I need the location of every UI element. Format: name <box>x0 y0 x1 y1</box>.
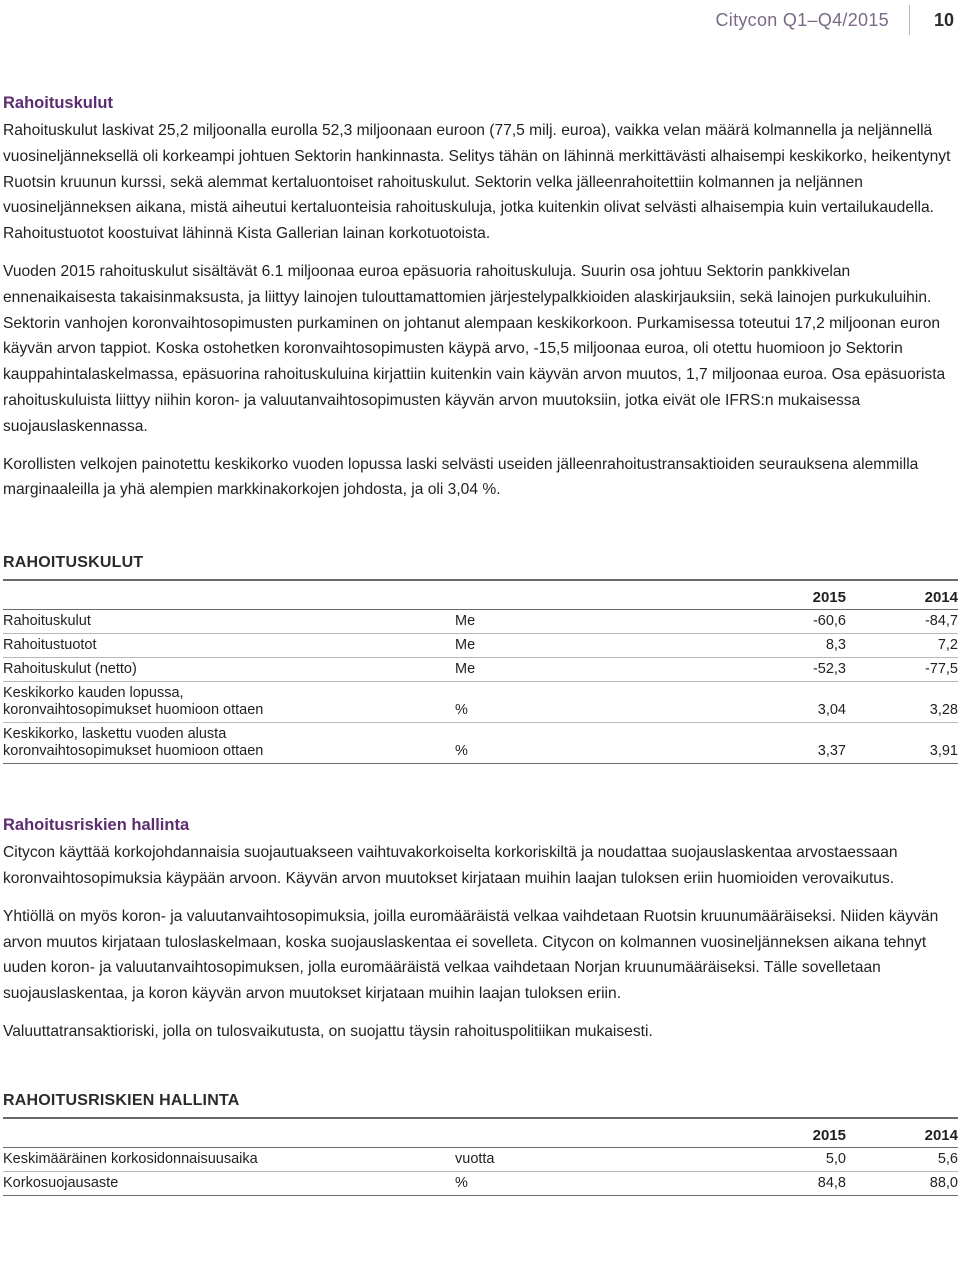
table-row <box>3 634 958 658</box>
value-2015: -52,3 <box>598 658 846 682</box>
value-2014: 5,6 <box>846 1147 958 1171</box>
value-2014: 3,91 <box>846 723 958 764</box>
page-content <box>3 92 958 1196</box>
row-unit: % <box>455 682 598 723</box>
row-label: Korkosuojausaste <box>3 1171 455 1195</box>
financial-expenses-table <box>3 581 958 764</box>
page-header <box>715 6 960 34</box>
row-unit: vuotta <box>455 1147 598 1171</box>
year-column-header: 2014 <box>924 589 958 607</box>
value-2015: 8,3 <box>598 634 846 658</box>
row-label <box>3 723 455 764</box>
table-row <box>3 610 958 634</box>
row-label-line: Keskikorko, laskettu vuoden alusta <box>3 726 227 743</box>
paragraph: Yhtiöllä on myös koron- ja valuutanvaihtosopimuksia, joilla euromääräistä velkaa vaihdetaan Ruotsin kruunumääräiseksi. Niiden käyvän arvon muutos kirjataan tuloslaskelmaan, koska suojauslaskentaa ei sovelleta. Citycon on kolmannen vuosineljänneksen aikana tehnyt uuden koron- ja valuutanvaihtosopimuksen, jolla euromääräistä velkaa vaihdetaan Norjan kruunumääräiseksi. Tälle sovelletaan suojauslaskentaa, ja koron käyvän arvon muutokset kirjataan muihin laajan tuloksen eriin. <box>3 907 939 1003</box>
section-heading-financial-expenses: Rahoituskulut <box>3 94 113 112</box>
page-number: 10 <box>933 9 954 30</box>
risk-management-table <box>3 1119 958 1196</box>
value-2015: 84,8 <box>598 1171 846 1195</box>
row-label <box>3 682 455 723</box>
value-2014: 7,2 <box>846 634 958 658</box>
table-caption-risk-management: RAHOITUSRISKIEN HALLINTA <box>3 1091 240 1109</box>
table-header-row <box>3 581 958 610</box>
value-2014: 3,28 <box>846 682 958 723</box>
paragraph: Rahoituskulut laskivat 25,2 miljoonalla eurolla 52,3 miljoonaan euroon (77,5 milj. euroa), vaikka velan määrä kolmannella ja neljännellä vuosineljänneksellä oli korkeampi johtuen Sektorin hankinnasta. Selitys tähän on lähinnä merkittävästi alhaisempi keskikorko, heikentynyt Ruotsin kruunun kurssi, sekä alemmat kertaluontoiset rahoituskulut. Sektorin velka jälleenrahoitettiin kolmannen ja neljännen vuosineljänneksen aikana, mistä aiheutui kertaluonteisia rahoituskuluja, jotka kuitenkin olivat selvästi alhaisempia kuin vertailukaudella. Rahoitustuotot koostuivat lähinnä Kista Gallerian lainan korkotuotoista. <box>3 122 951 243</box>
table-row <box>3 682 958 723</box>
row-unit: Me <box>455 634 598 658</box>
paragraph: Citycon käyttää korkojohdannaisia suojautuakseen vaihtuvakorkoiselta korkoriskiltä ja noudattaa suojauslaskentaa arvostaessaan koronvaihtosopimuksia käypään arvoon. Käyvän arvon muutokset kirjataan muihin laajan tuloksen eriin huomioiden verovaikutus. <box>3 844 898 887</box>
value-2015: 3,37 <box>598 723 846 764</box>
section-heading-risk-management: Rahoitusriskien hallinta <box>3 816 190 835</box>
row-unit: Me <box>455 658 598 682</box>
row-label: Rahoituskulut (netto) <box>3 658 455 682</box>
value-2015: 5,0 <box>598 1147 846 1171</box>
year-column-header: 2014 <box>924 1126 958 1144</box>
value-2014: -77,5 <box>846 658 958 682</box>
value-2015: -60,6 <box>598 610 846 634</box>
row-label-line: koronvaihtosopimukset huomioon ottaen <box>3 702 264 719</box>
row-label-line: koronvaihtosopimukset huomioon ottaen <box>3 743 264 760</box>
paragraph: Vuoden 2015 rahoituskulut sisältävät 6.1 miljoonaa euroa epäsuoria rahoituskuluja. Suurin osa johtuu Sektorin pankkivelan ennenaikaisesta takaisinmaksusta, ja liittyy lainojen tulouttamattomien järjestelypalkkioiden alaskirjauksiin, sekä lainojen purkukuluihin. Sektorin vanhojen koronvaihtosopimusten purkaminen on johtanut alempaan keskikorkoon. Purkamisessa toteutui 17,2 miljoonan euron käyvän arvon tappiot. Koska ostohetken koronvaihtosopimusten käypä arvo, -15,5 miljoonaa euroa, oli otettu huomioon jo Sektorin kauppahintalaskelmassa, epäsuorina rahoituskuluina kirjattiin kuitenkin vain käyvän arvon muutos, 1,7 miljoonaa euroa. Osa epäsuorista rahoituskuluista liittyy niihin koron- ja valuutanvaihtosopimusten käyvän arvon muutoksiin, jotka eivät ole IFRS:n mukaisessa suojauslaskennassa. <box>3 262 946 435</box>
year-column-header: 2015 <box>812 1126 846 1144</box>
value-2015: 3,04 <box>598 682 846 723</box>
row-unit: % <box>455 723 598 764</box>
row-label: Keskimääräinen korkosidonnaisuusaika <box>3 1147 455 1171</box>
table-row <box>3 1171 958 1195</box>
row-label-line: Keskikorko kauden lopussa, <box>3 685 184 702</box>
paragraph: Valuuttatransaktioriski, jolla on tulosvaikutusta, on suojattu täysin rahoituspolitiikan mukaisesti. <box>3 1022 653 1040</box>
row-unit: % <box>455 1171 598 1195</box>
report-title: Citycon Q1–Q4/2015 <box>715 9 889 30</box>
row-unit: Me <box>455 610 598 634</box>
table-header-row <box>3 1119 958 1148</box>
table-row <box>3 723 958 764</box>
paragraph: Korollisten velkojen painotettu keskikorko vuoden lopussa laski selvästi useiden jälleenrahoitustransaktioiden seurauksena alemmilla marginaaleilla ja yhä alempien markkinakorkojen johdosta, ja oli 3,04 %. <box>3 455 919 499</box>
row-label: Rahoitustuotot <box>3 634 455 658</box>
value-2014: 88,0 <box>846 1171 958 1195</box>
table-row <box>3 1147 958 1171</box>
table-caption-financial-expenses: RAHOITUSKULUT <box>3 554 144 572</box>
table-row <box>3 658 958 682</box>
year-column-header: 2015 <box>812 589 846 607</box>
row-label: Rahoituskulut <box>3 610 455 634</box>
value-2014: -84,7 <box>846 610 958 634</box>
